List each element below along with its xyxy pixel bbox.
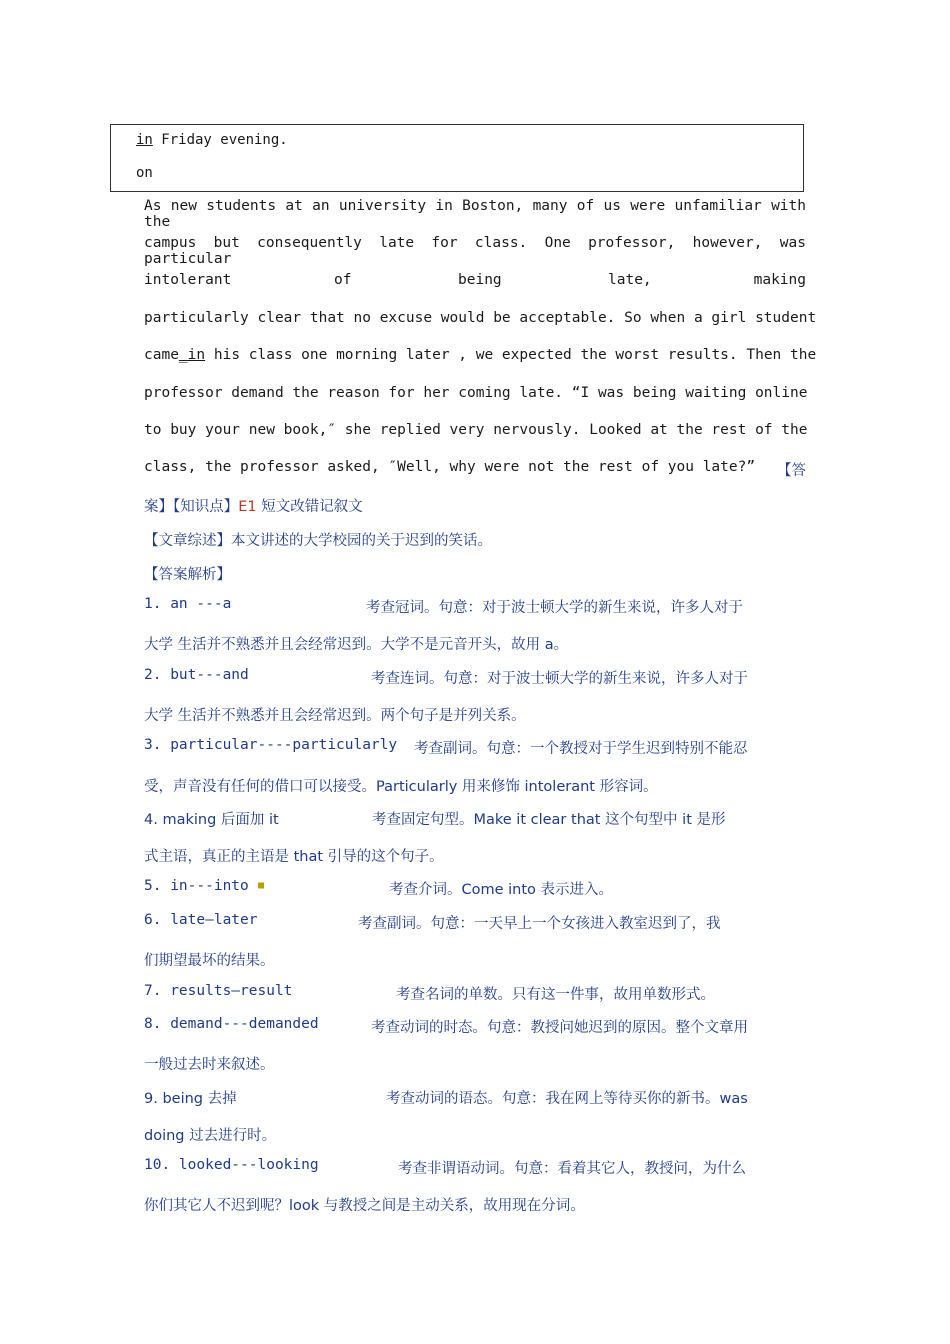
answer-item-note: 考查动词的语态。句意：我在网上等待买你的新书。was xyxy=(386,1091,748,1107)
knowledge-text: 短文改错记叙文 xyxy=(261,499,363,515)
passage-word: late, xyxy=(608,272,652,288)
passage-word: making xyxy=(753,272,806,288)
answer-item-note: 考查连词。句意：对于波士顿大学的新生来说，许多人对于 xyxy=(371,671,748,687)
passage-line-6: professor demand the reason for her coming late. “I was being waiting online xyxy=(144,385,808,401)
marker-dot-icon: ■ xyxy=(258,880,265,891)
answer-item-note: 考查介词。Come into 表示进入。 xyxy=(389,882,614,898)
answer-item-correction: 9. being 去掉 xyxy=(144,1091,237,1107)
box-word-in: in xyxy=(136,132,153,148)
box-line-1 xyxy=(136,130,288,150)
summary-line xyxy=(144,529,806,550)
knowledge-code: E1 xyxy=(238,499,262,515)
passage-word: intolerant xyxy=(144,272,232,288)
answer-item-note: 考查动词的时态。句意：教授问她迟到的原因。整个文章用 xyxy=(371,1020,748,1036)
answer-item-correction: 8. demand---demanded xyxy=(144,1016,319,1032)
summary-text: 本文讲述的大学校园的关于迟到的笑话。 xyxy=(231,533,492,549)
answer-item-cont: 式主语，真正的主语是 that 引导的这个句子。 xyxy=(144,849,444,865)
answer-item-cont: 大学 生活并不熟悉并且会经常迟到。两个句子是并列关系。 xyxy=(144,708,526,724)
summary-label: 【文章综述】 xyxy=(144,533,231,549)
answer-item-cont: 大学 生活并不熟悉并且会经常迟到。大学不是元音开头，故用 a。 xyxy=(144,637,569,653)
answer-item-correction: 6. late—later xyxy=(144,912,258,928)
answer-item-correction: 1. an ---a xyxy=(144,596,232,612)
answer-item-correction: 4. making 后面加 it xyxy=(144,812,279,828)
passage-underlined-in: _in xyxy=(178,347,206,363)
answer-item-correction: 10. looked---looking xyxy=(144,1157,319,1173)
answer-item-note: 考查固定句型。Make it clear that 这个句型中 it 是形 xyxy=(372,812,726,828)
box-line-1-rest: Friday evening. xyxy=(152,132,288,148)
analysis-label: 【答案解析】 xyxy=(144,567,231,583)
passage-line-8 xyxy=(144,459,806,479)
answer-item-correction: 3. particular----particularly xyxy=(144,737,398,753)
passage-line-4: particularly clear that no excuse would be acceptable. So when a girl student xyxy=(144,310,817,326)
passage-line-7: to buy your new book,″ she replied very nervously. Looked at the rest of the xyxy=(144,422,808,438)
passage-text: came xyxy=(144,347,179,363)
answer-item-cont: 一般过去时来叙述。 xyxy=(144,1057,275,1073)
answer-item-cont: 们期望最坏的结果。 xyxy=(144,953,275,969)
answer-item-cont: doing 过去进行时。 xyxy=(144,1128,277,1144)
correction-box xyxy=(110,124,804,192)
answer-item-cont: 你们其它人不迟到呢？look 与教授之间是主动关系，故用现在分词。 xyxy=(144,1198,585,1214)
answer-item-note: 考查副词。句意：一天早上一个女孩进入教室迟到了，我 xyxy=(358,916,721,932)
passage-line-2: campus but consequently late for class. One professor, however, was particular xyxy=(144,235,806,267)
answer-item-correction: 7. results—result xyxy=(144,983,293,999)
passage-word: of xyxy=(334,272,352,288)
passage-line-5 xyxy=(144,347,817,363)
passage-line-9 xyxy=(144,495,806,516)
answer-item-note: 考查冠词。句意：对于波士顿大学的新生来说，许多人对于 xyxy=(366,600,743,616)
answer-item-note: 考查名词的单数。只有这一件事，故用单数形式。 xyxy=(396,987,715,1003)
knowledge-label: 案】【知识点】 xyxy=(144,499,239,515)
answer-item-correction: 5. in---into xyxy=(144,878,249,894)
passage-line-1: As new students at an university in Boston, many of us were unfamiliar with the xyxy=(144,198,806,230)
answer-item-note: 考查非谓语动词。句意：看着其它人，教授问，为什么 xyxy=(398,1161,746,1177)
answer-item-note: 考查副词。句意：一个教授对于学生迟到特别不能忍 xyxy=(414,741,748,757)
answer-item-cont: 受，声音没有任何的借口可以接受。Particularly 用来修饰 intolerant 形容词。 xyxy=(144,779,658,795)
answer-item-correction: 2. but---and xyxy=(144,667,249,683)
box-line-2: on xyxy=(136,165,153,181)
passage-word: being xyxy=(458,272,502,288)
passage-text: his class one morning later , we expected the worst results. Then the xyxy=(205,347,817,363)
passage-text: class, the professor asked, ″Well, why were not the rest of you late?” xyxy=(144,459,756,475)
answer-tag-start: 【答 xyxy=(777,463,806,479)
